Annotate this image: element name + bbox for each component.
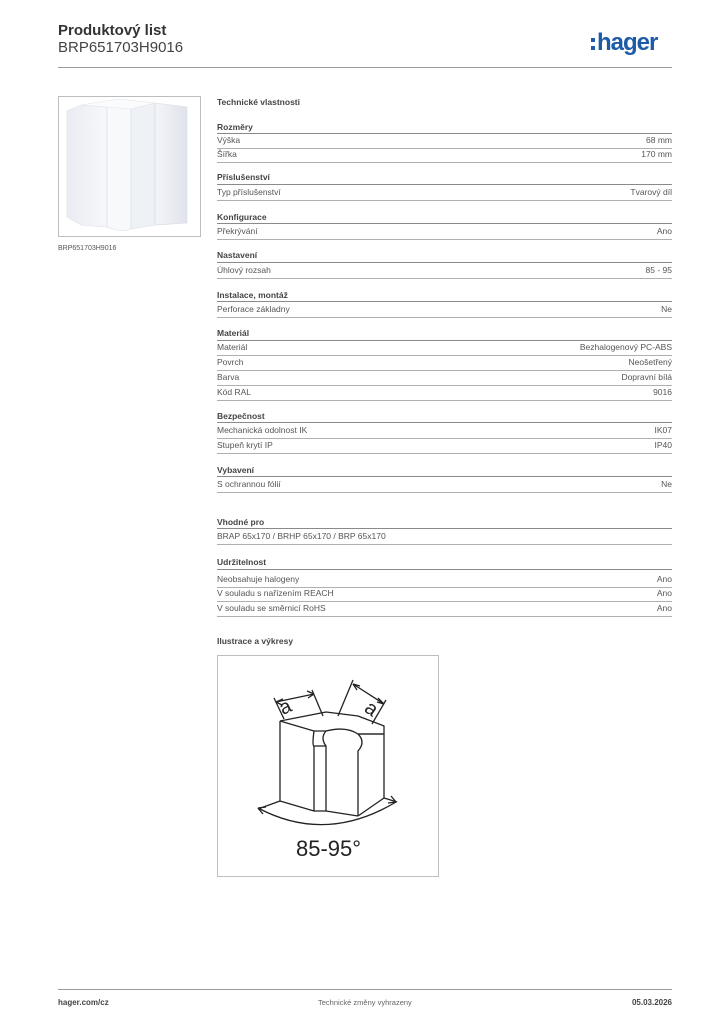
footer-disclaimer: Technické změny vyhrazeny [318, 998, 412, 1007]
group-heading-dimensions: Rozměry [217, 122, 253, 132]
corner-piece-photo-icon [59, 97, 200, 236]
illustration-heading: Ilustrace a výkresy [217, 636, 294, 646]
divider [217, 301, 672, 302]
suitable-for-text: BRAP 65x170 / BRHP 65x170 / BRP 65x170 [217, 531, 386, 541]
divider [217, 400, 672, 401]
page-title: Produktový list [58, 22, 167, 39]
divider [217, 476, 672, 477]
divider [217, 528, 672, 529]
divider [217, 278, 672, 279]
product-photo-caption: BRP651703H9016 [58, 245, 117, 252]
group-heading-settings: Nastavení [217, 250, 258, 260]
table-row: Typ příslušenství Tvarový díl [217, 187, 672, 197]
table-row: Kód RAL 9016 [217, 387, 672, 397]
table-row: Povrch Neošetřený [217, 357, 672, 367]
table-row: Perforace základny Ne [217, 304, 672, 314]
table-row: Šířka 170 mm [217, 149, 672, 159]
dimension-label-a-right: a [360, 696, 383, 722]
table-row: Stupeň krytí IP IP40 [217, 440, 672, 450]
divider [217, 200, 672, 201]
table-row: S ochrannou fólií Ne [217, 479, 672, 489]
group-heading-accessories: Příslušenství [217, 172, 270, 182]
divider [217, 453, 672, 454]
footer-date: 05.03.2026 [631, 998, 672, 1007]
hager-logo [591, 28, 657, 58]
divider [217, 223, 672, 224]
suitable-for-heading: Vhodné pro [217, 517, 265, 527]
group-heading-safety: Bezpečnost [217, 411, 265, 421]
group-heading-configuration: Konfigurace [217, 212, 267, 222]
table-row: Neobsahuje halogeny Ano [217, 574, 672, 584]
dimension-label-a-left: a [275, 695, 296, 720]
table-row: Překrývání Ano [217, 226, 672, 236]
divider [217, 544, 672, 545]
divider [217, 492, 672, 493]
group-heading-installation: Instalace, montáž [217, 290, 288, 300]
table-row: Mechanická odolnost IK IK07 [217, 425, 672, 435]
table-row: Barva Dopravní bílá [217, 372, 672, 382]
corner-drawing-icon [218, 656, 438, 876]
logo-text: hager [597, 29, 658, 56]
header-divider [58, 67, 672, 68]
divider [217, 422, 672, 423]
angle-label: 85-95° [296, 836, 362, 861]
divider [217, 262, 672, 263]
divider [217, 569, 672, 570]
divider [217, 317, 672, 318]
group-heading-material: Materiál [217, 328, 250, 338]
technical-drawing [217, 655, 439, 877]
logo-dots-icon [591, 38, 595, 50]
sustainability-heading: Udržitelnost [217, 557, 267, 567]
table-row: V souladu s nařízením REACH Ano [217, 588, 672, 598]
divider [217, 162, 672, 163]
table-row: Výška 68 mm [217, 135, 672, 145]
footer-website: hager.com/cz [58, 998, 109, 1007]
divider [217, 616, 672, 617]
table-row: Úhlový rozsah 85 - 95 [217, 265, 672, 275]
divider [217, 184, 672, 185]
table-row: V souladu se směrnicí RoHS Ano [217, 603, 672, 613]
divider [217, 239, 672, 240]
product-photo [58, 96, 201, 237]
footer-divider [58, 989, 672, 990]
product-code: BRP651703H9016 [58, 39, 184, 56]
group-heading-equipment: Vybavení [217, 465, 255, 475]
tech-properties-title: Technické vlastnosti [217, 97, 300, 107]
table-row: Materiál Bezhalogenový PC-ABS [217, 342, 672, 352]
